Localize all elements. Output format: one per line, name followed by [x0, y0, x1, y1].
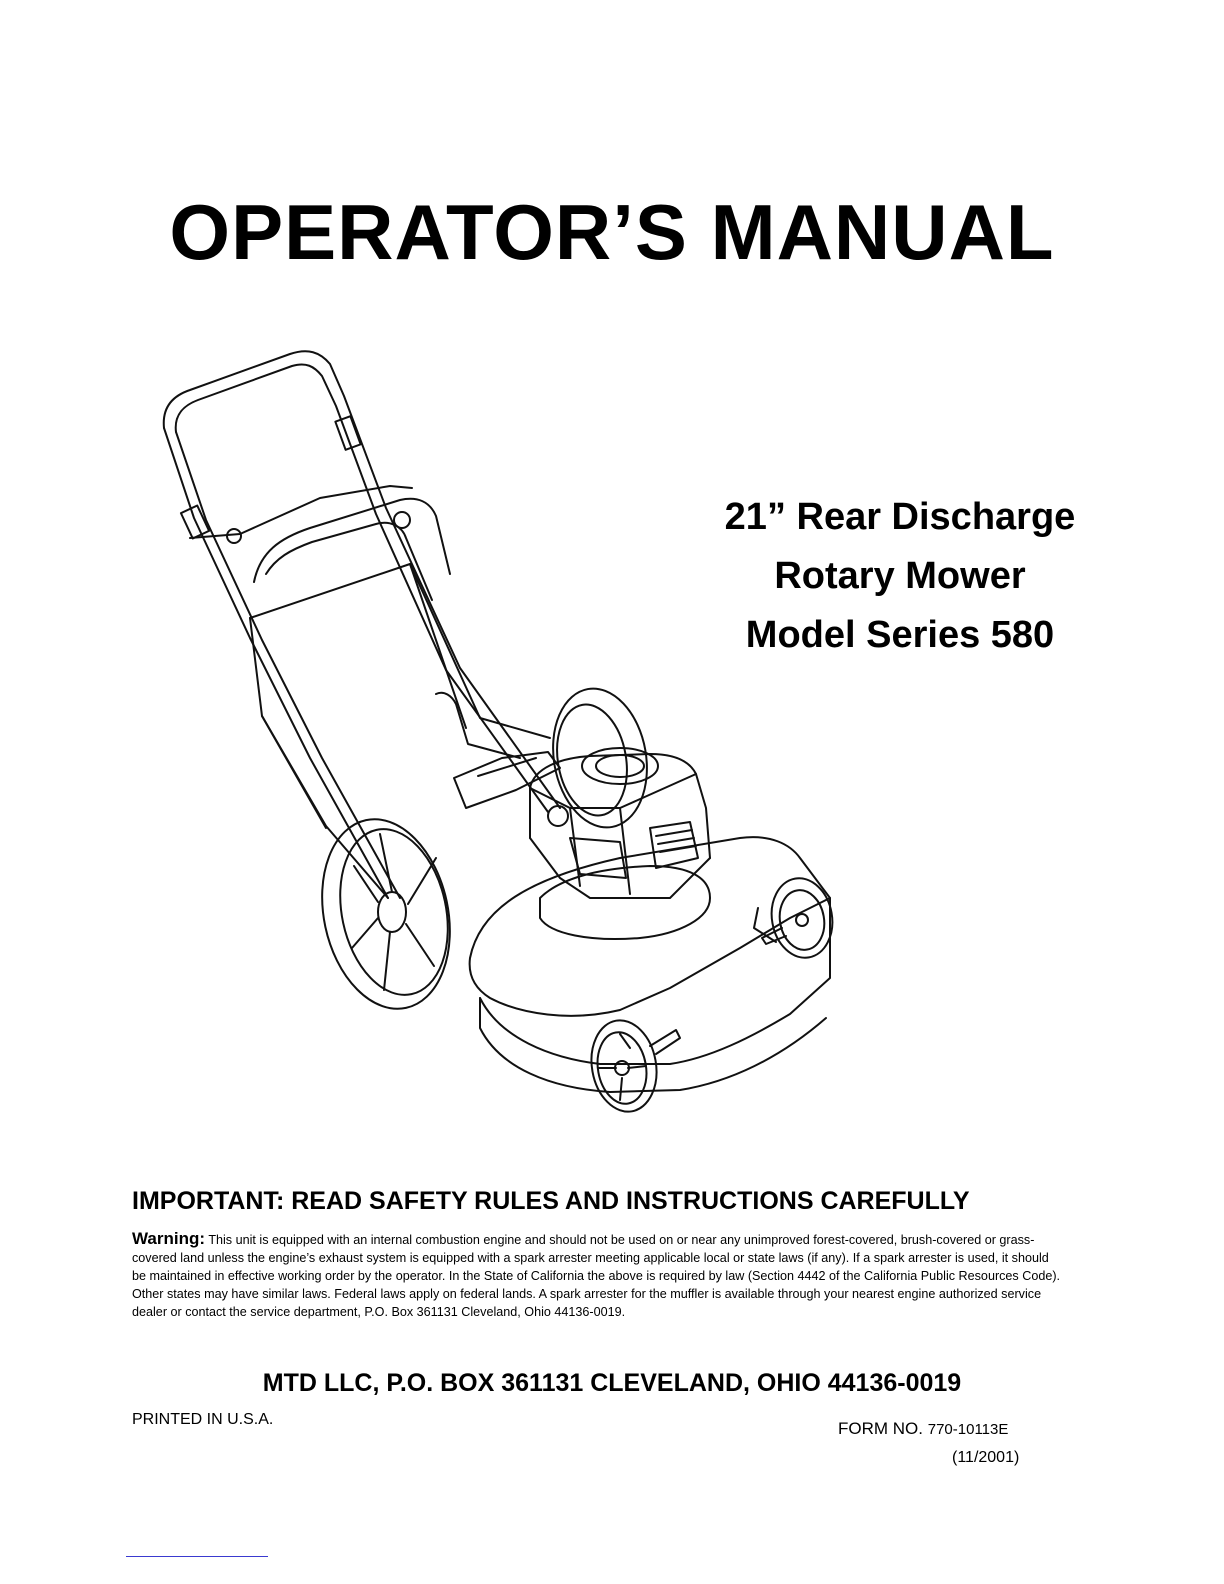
warning-label: Warning:: [132, 1229, 206, 1248]
form-number-line: [838, 1418, 1008, 1441]
front-wheel-icon: [584, 1015, 680, 1117]
warning-text: This unit is equipped with an internal combustion engine and should not be used on or near any unimproved forest-covered, brush-covered or grass-covered land unless the engine’s exhaust system is equipped with a spark arrester meeting applicable local or state laws (if any). If a spark arrester is used, it should be maintained in effective working order by the operator. In the State of California the above is required by law (Section 4442 of the California Public Resources Code). Other states may have similar laws. Federal laws apply on federal lands. A spark arrester for the muffler is available through your nearest engine authorized service dealer or contact the service department, P.O. Box 361131 Cleveland, Ohio 44136-0019.: [132, 1233, 1061, 1319]
manual-title: OPERATOR’S MANUAL: [169, 188, 1055, 276]
form-number-value: 770-10113E: [927, 1421, 1009, 1438]
footer-divider: [126, 1556, 268, 1557]
printed-in-label: PRINTED IN U.S.A.: [132, 1411, 274, 1428]
warning-paragraph: [132, 1230, 1062, 1321]
product-model-series: Model Series 580: [745, 614, 1055, 656]
important-heading: IMPORTANT: READ SAFETY RULES AND INSTRUCTIONS CAREFULLY: [132, 1187, 970, 1215]
far-front-wheel-icon: [754, 873, 838, 962]
product-line-1: 21” Rear Discharge: [724, 496, 1076, 538]
company-address: MTD LLC, P.O. BOX 361131 CLEVELAND, OHIO 44136-0019: [262, 1369, 962, 1397]
rear-wheel-icon: [305, 807, 466, 1021]
form-number-label: FORM NO.: [838, 1419, 923, 1438]
grass-bag-icon: [250, 499, 560, 898]
far-rear-wheel-icon: [543, 681, 658, 835]
form-date: (11/2001): [952, 1449, 1020, 1466]
handle-icon: [164, 351, 560, 898]
lawn-mower-illustration: [150, 338, 890, 1158]
product-line-2: Rotary Mower: [774, 555, 1026, 597]
mower-deck-icon: [470, 837, 830, 1092]
